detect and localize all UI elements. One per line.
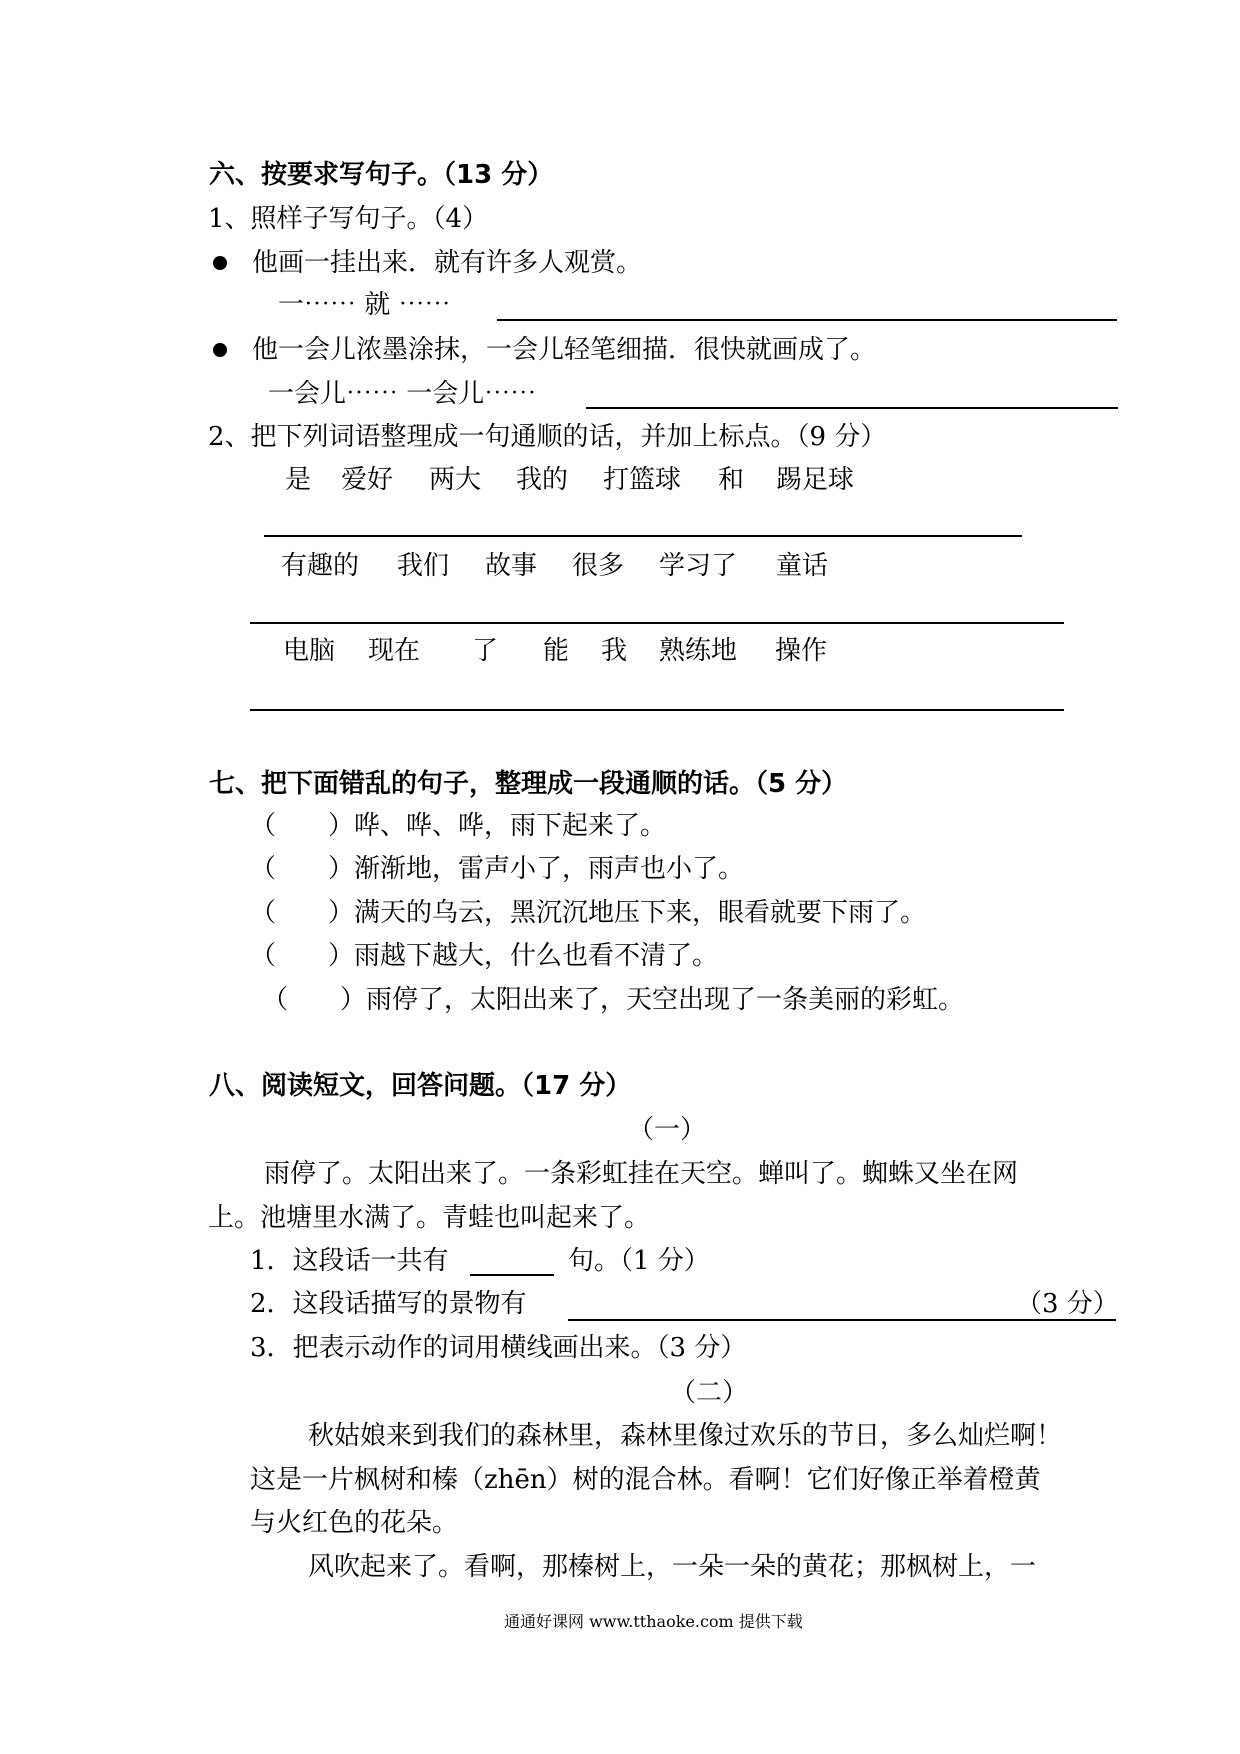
part1-q1: 1．这段话一共有 [250, 1246, 449, 1276]
word: 打篮球 [603, 465, 682, 495]
word: 了 [472, 636, 499, 666]
section6-title: 六、按要求写句子。（13 分） [209, 160, 554, 190]
ordering-item: （ ）雨停了，太阳出来了，天空出现了一条美丽的彩虹。 [262, 985, 965, 1015]
pattern-2: 一会儿⋯⋯ 一会儿⋯⋯ [268, 379, 537, 409]
part1-label: （一） [628, 1115, 707, 1145]
word: 现在 [368, 636, 421, 666]
answer-line[interactable] [250, 709, 1064, 711]
passage-line: 雨停了。太阳出来了。一条彩虹挂在天空。蝉叫了。蜘蛛又坐在网 [264, 1159, 1019, 1189]
answer-line[interactable] [497, 319, 1117, 321]
word: 电脑 [283, 636, 336, 666]
word: 我们 [397, 551, 450, 581]
passage-line: 风吹起来了。看啊，那榛树上，一朵一朵的黄花；那枫树上，一 [308, 1552, 1037, 1582]
word: 踢足球 [776, 465, 855, 495]
ordering-item: （ ）渐渐地，雷声小了，雨声也小了。 [250, 854, 745, 884]
bullet-icon [213, 343, 227, 357]
ordering-item: （ ）雨越下越大，什么也看不清了。 [250, 941, 719, 971]
ordering-item: （ ）哗、哗、哗，雨下起来了。 [250, 811, 667, 841]
footer-note: 通通好课网 www.tthaoke.com 提供下载 [504, 1612, 803, 1631]
word: 学习了 [659, 551, 738, 581]
part2-label: （二） [670, 1378, 749, 1408]
answer-line[interactable] [568, 1319, 1116, 1321]
passage-line: 与火红色的花朵。 [250, 1508, 459, 1538]
passage-line: 秋姑娘来到我们的森林里，森林里像过欢乐的节日，多么灿烂啊！ [308, 1421, 1063, 1451]
word: 我 [601, 636, 628, 666]
word: 童话 [776, 551, 829, 581]
part1-q2-score: （3 分） [1016, 1289, 1119, 1319]
word: 和 [718, 465, 745, 495]
word: 两大 [429, 465, 482, 495]
word: 是 [285, 465, 312, 495]
example-sentence-1: 他画一挂出来．就有许多人观赏。 [252, 248, 643, 278]
word: 有趣的 [281, 551, 360, 581]
word: 操作 [775, 636, 828, 666]
answer-line[interactable] [586, 407, 1118, 409]
pattern-1: 一⋯⋯ 就 ⋯⋯ [278, 290, 451, 320]
word: 熟练地 [659, 636, 738, 666]
q2-title: 2、把下列词语整理成一句通顺的话，并加上标点。（9 分） [208, 422, 887, 452]
section7-title: 七、把下面错乱的句子，整理成一段通顺的话。（5 分） [209, 769, 848, 799]
example-sentence-2: 他一会儿浓墨涂抹，一会儿轻笔细描．很快就画成了。 [252, 335, 877, 365]
bullet-icon [213, 256, 227, 270]
word: 很多 [572, 551, 625, 581]
ordering-item: （ ）满天的乌云，黑沉沉地压下来，眼看就要下雨了。 [250, 898, 927, 928]
part1-q3: 3．把表示动作的词用横线画出来。（3 分） [250, 1333, 747, 1363]
part1-q2: 2．这段话描写的景物有 [250, 1289, 527, 1319]
word: 我的 [516, 465, 569, 495]
passage-line: 上。池塘里水满了。青蛙也叫起来了。 [208, 1203, 651, 1233]
q1-title: 1、照样子写句子。（4） [208, 204, 489, 234]
answer-line[interactable] [250, 622, 1064, 624]
part1-q1-suffix: 句。（1 分） [568, 1246, 710, 1276]
word: 故事 [485, 551, 538, 581]
passage-line: 这是一片枫树和榛（zhēn）树的混合林。看啊！它们好像正举着橙黄 [250, 1465, 1041, 1495]
word: 爱好 [341, 465, 394, 495]
answer-line[interactable] [470, 1274, 554, 1276]
answer-line[interactable] [264, 535, 1022, 537]
section8-title: 八、阅读短文，回答问题。（17 分） [209, 1071, 632, 1101]
word: 能 [543, 636, 570, 666]
